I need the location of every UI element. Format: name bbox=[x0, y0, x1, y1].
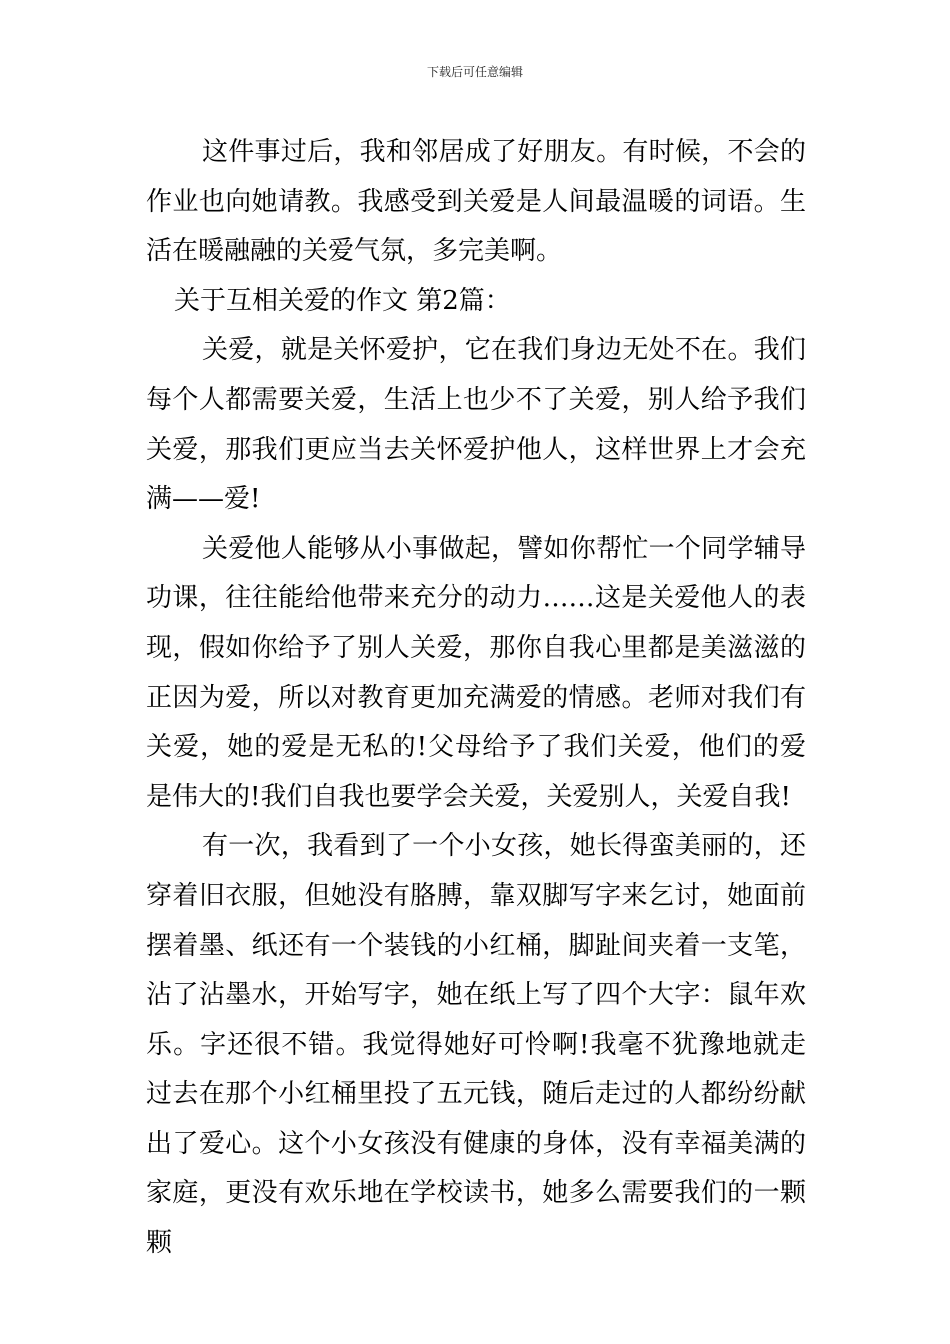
paragraph-3: 关爱他人能够从小事做起，譬如你帮忙一个同学辅导功课，往往能给他带来充分的动力……这是关爱他人的表现，假如你给予了别人关爱，那你自我心里都是美滋滋的正因为爱，所以对教育更加充满爱的情感。老师对我们有关爱，她的爱是无私的!父母给予了我们关爱，他们的爱是伟大的!我们自我也要学会关爱，关爱别人，关爱自我! bbox=[146, 533, 806, 812]
paragraph-4: 有一次，我看到了一个小女孩，她长得蛮美丽的，还穿着旧衣服，但她没有胳膊，靠双脚写字来乞讨，她面前摆着墨、纸还有一个装钱的小红桶，脚趾间夹着一支笔，沾了沾墨水，开始写字，她在纸上写了四个大字：鼠年欢乐。字还很不错。我觉得她好可怜啊!我毫不犹豫地就走过去在那个小红桶里投了五元钱，随后走过的人都纷纷献出了爱心。这个小女孩没有健康的身体，没有幸福美满的家庭，更没有欢乐地在学校读书，她多么需要我们的一颗颗 bbox=[146, 831, 806, 1259]
essay-heading: 关于互相关爱的作文 第2篇： bbox=[174, 285, 511, 316]
paragraph-1: 这件事过后，我和邻居成了好朋友。有时候，不会的作业也向她请教。我感受到关爱是人间最温暖的词语。生活在暖融融的关爱气氛，多完美啊。 bbox=[146, 137, 806, 267]
paragraph-2: 关爱，就是关怀爱护，它在我们身边无处不在。我们每个人都需要关爱，生活上也少不了关爱，别人给予我们关爱，那我们更应当去关怀爱护他人，这样世界上才会充满——爱! bbox=[146, 335, 806, 515]
page-header: 下载后可任意编辑 bbox=[426, 65, 523, 79]
document-body bbox=[146, 128, 806, 1269]
